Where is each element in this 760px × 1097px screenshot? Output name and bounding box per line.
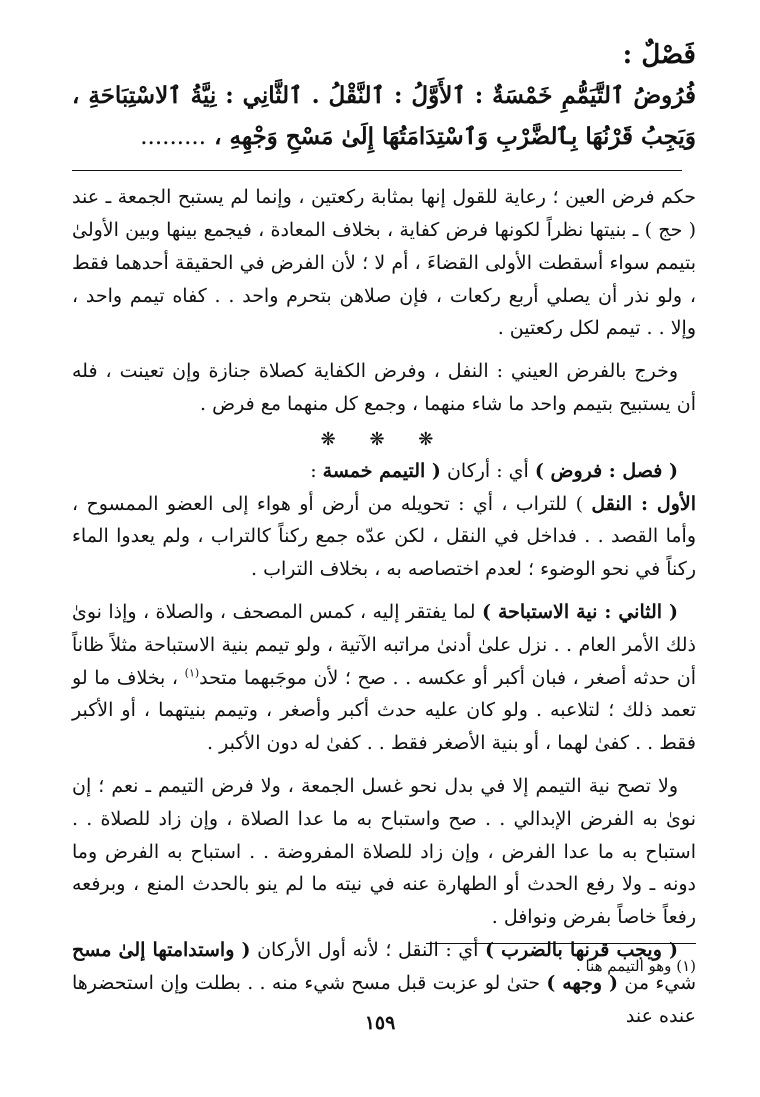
commentary-paragraph: الأول : النقل ) للتراب ، أي : تحويله من أرض أو هواء إلى العضو الممسوح ، وأما القصد . . فداخل في النقل ، لكن عدّه جمع ركناً كالتراب ، ولم يعدوا الماء ركناً في نحو الوضوء ؛ لعدم اختصاصه به ، بخلاف التراب . — [72, 492, 697, 581]
commentary-paragraph: ( فصل : فروض ) أي : أركان ( التيمم خمسة : — [310, 459, 678, 482]
matn-intro: فُرُوضُ ٱلتَّيَمُّمِ خَمْسَةٌ : — [474, 82, 696, 110]
matn-second-text: نِيَّةُ ٱلاسْتِبَاحَةِ ، وَيَجِبُ قَرْنُهَا بِٱلضَّرْبِ وَٱسْتِدَامَتُهَا إِلَىٰ مَسْحِ وَجْهِهِ ، — [72, 82, 696, 151]
section-separator-stars: ❋ ❋ ❋ — [320, 428, 448, 450]
footnote — [72, 955, 696, 977]
footnote-text: وهو التيمم هنا . — [576, 957, 672, 975]
matn-first-text: ٱلنَّقْلُ . — [311, 82, 386, 110]
commentary — [72, 181, 696, 1032]
page-number: ١٥٩ — [364, 1012, 396, 1034]
matn-heading: فَصْلٌ : — [622, 40, 696, 70]
matn-second-label: ٱلثَّانِي : — [225, 82, 303, 110]
commentary-paragraph: وخرج بالفرض العيني : النفل ، وفرض الكفاية كصلاة جنازة وإن تعينت ، فله أن يستبيح بتيمم واحد ما شاء منهما ، وجمع كل منهما مع فرض . — [72, 360, 696, 415]
footnote-divider — [426, 943, 696, 944]
footnote-ref: (١) — [184, 666, 200, 680]
commentary-paragraph: ( الثاني : نية الاستباحة ) لما يفتقر إليه ، كمس المصحف ، والصلاة ، وإذا نوىٰ ذلك الأمر العام . . نزل علىٰ أدنىٰ مراتبه الآتية ، ولو تيمم بنية الاستباحة مثلاً ظاناً أن حدثه أصغر ، فبان أكبر أو عكسه . . صح ؛ لأن موجَبهما متحد$^{(١)}$ ، بخلاف ما لو تعمد ذلك ؛ لتلاعبه . ولو كان عليه حدث أكبر وأصغر ، وتيمم بنيتهما ، أو الأكبر فقط . . كفىٰ لهما ، أو بنية الأصغر فقط . . كفىٰ له دون الأكبر . — [72, 600, 696, 755]
matn-first-label: ٱلأَوَّلُ : — [393, 82, 466, 110]
matn-text — [72, 75, 696, 158]
footnote-marker: (١) — [676, 957, 696, 975]
commentary-paragraph: ( ويجب قرنها بالضرب ) أي : النقل ؛ لأنه أول الأركان ( واستدامتها إلىٰ مسح شيء من ( وجهه ) حتىٰ لو عزبت قبل مسح شيء منه . . بطلت وإن استحضرها عنده عند — [72, 938, 697, 1027]
commentary-paragraph: ولا تصح نية التيمم إلا في بدل نحو غسل الجمعة ، ولا فرض التيمم ـ نعم ؛ إن نوىٰ به الفرض الإبدالي . . صح واستباح به ما عدا الصلاة ، وإن زاد للصلاة . . استباح به ما عدا الفرض ، وإن زاد للصلاة المفروضة . . استباح به الفرض وما دونه ـ ولا رفع الحدث أو الطهارة عنه في نيته ما لم ينو بالحدث المنع ، وبرفعه رفعاً خاصاً بفرض ونوافل . — [72, 774, 696, 929]
commentary-paragraph: حكم فرض العين ؛ رعاية للقول إنها بمثابة ركعتين ، وإنما لم يستبح الجمعة ـ عند ( حج ) ـ بنيتها نظراً لكونها فرض كفاية ، بخلاف المعادة ، فيجمع بينها وبين الأولىٰ بتيمم سواء أسقطت الأولى القضاءَ ، أم لا ؛ لأن الفرض في الحقيقة أحدهما فقط ، ولو نذر أن يصلي أربع ركعات ، فإن صلاهن بتحرم واحد . . كفاه تيمم واحد ، وإلا . . تيمم لكل ركعتين . — [72, 186, 696, 340]
matn-dots: ......... — [140, 124, 207, 151]
matn-divider — [72, 170, 682, 171]
section-title: ( فصل : فروض ) — [534, 459, 678, 482]
